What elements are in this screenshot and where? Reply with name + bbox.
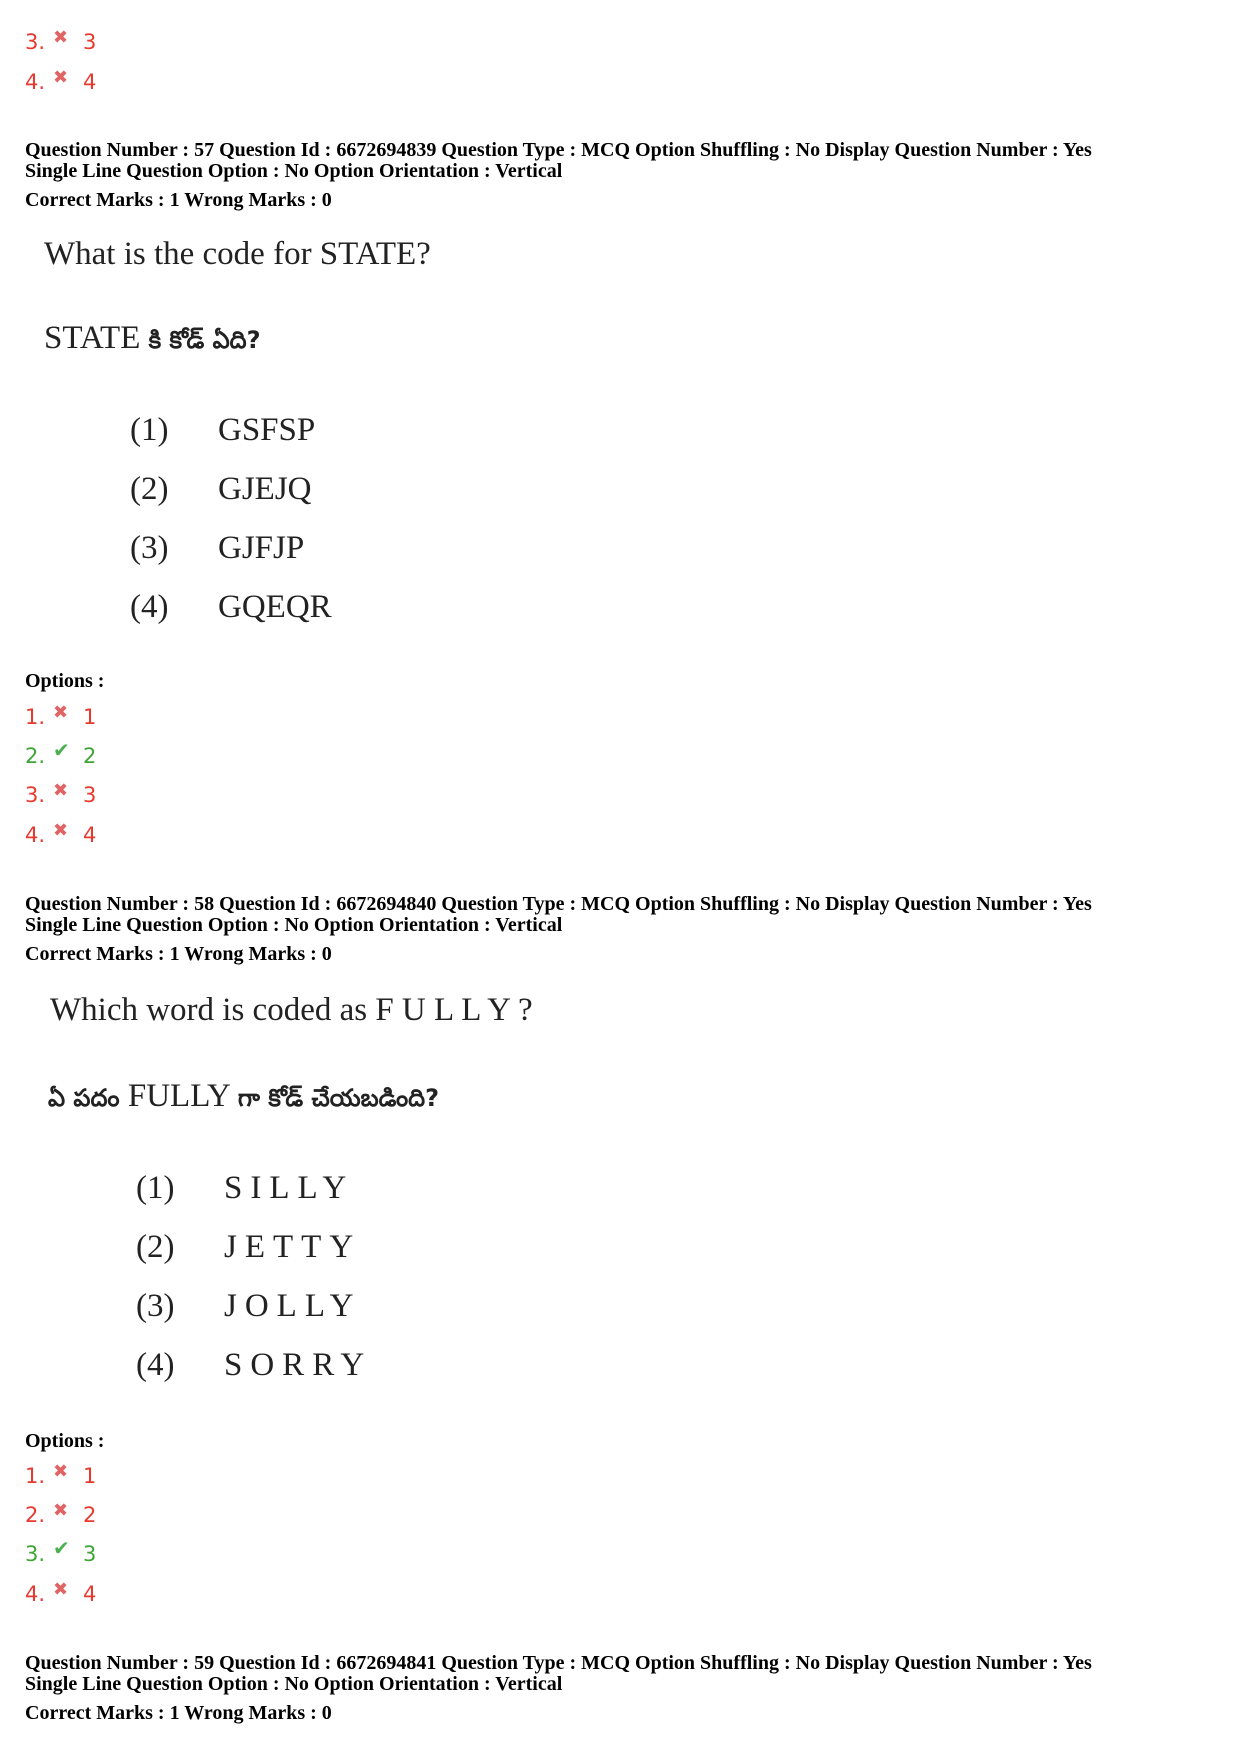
question-meta-line1: Question Number : 59 Question Id : 6672694841 Question Type : MCQ Option Shuffling : No Display Question Number : Yes <box>25 1652 1092 1674</box>
choice-value: JETTY <box>224 1229 362 1265</box>
option-number: 4. <box>25 1582 46 1606</box>
option-row <box>25 1461 96 1491</box>
choice-number: (1) <box>130 412 169 448</box>
question-telugu-lead: ఏ పదం <box>48 1084 120 1112</box>
option-row <box>25 1536 97 1569</box>
marks-info: Correct Marks : 1 Wrong Marks : 0 <box>25 1702 332 1724</box>
question-meta-line1: Question Number : 57 Question Id : 6672694839 Question Type : MCQ Option Shuffling : No Display Question Number : Yes <box>25 139 1092 161</box>
option-value: 4 <box>83 823 97 847</box>
question-text-telugu <box>44 320 261 360</box>
option-number: 4. <box>25 823 46 847</box>
question-choice <box>136 1170 354 1207</box>
choice-value: SILLY <box>224 1170 355 1206</box>
choice-value: GJFJP <box>218 530 305 566</box>
choice-number: (2) <box>136 1229 175 1265</box>
choice-value: GQEQR <box>218 589 332 625</box>
option-number: 3. <box>25 30 46 54</box>
choice-number: (4) <box>136 1347 175 1383</box>
cross-icon: ✖ <box>53 1461 69 1482</box>
options-label: Options : <box>25 1430 105 1452</box>
question-choice <box>136 1347 372 1384</box>
option-row <box>25 780 96 810</box>
check-icon: ✔ <box>53 738 70 762</box>
option-value: 2 <box>83 1503 97 1527</box>
question-text-english: Which word is coded as F U L L Y ? <box>50 992 533 1028</box>
option-number: 1. <box>25 1464 46 1488</box>
option-value: 4 <box>83 1582 97 1606</box>
question-meta <box>25 140 1092 182</box>
question-choice <box>130 412 315 449</box>
cross-icon: ✖ <box>53 780 69 801</box>
choice-number: (3) <box>130 530 169 566</box>
option-number: 3. <box>25 1542 46 1566</box>
options-label: Options : <box>25 670 105 692</box>
cross-icon: ✖ <box>53 27 69 48</box>
choice-value: GJEJQ <box>218 471 312 507</box>
cross-icon: ✖ <box>53 67 69 88</box>
option-value: 1 <box>83 705 97 729</box>
option-number: 2. <box>25 1503 46 1527</box>
option-row <box>25 702 96 732</box>
choice-value: JOLLY <box>224 1288 362 1324</box>
cross-icon: ✖ <box>53 1579 69 1600</box>
option-row <box>25 67 96 97</box>
choice-number: (4) <box>130 589 169 625</box>
question-meta-line2: Single Line Question Option : No Option Orientation : Vertical <box>25 1673 563 1695</box>
option-row <box>25 27 96 57</box>
check-icon: ✔ <box>53 1536 70 1560</box>
cross-icon: ✖ <box>53 702 69 723</box>
option-value: 3 <box>83 1542 97 1566</box>
question-telugu-text: కి కోడ్ ఏది? <box>148 326 261 354</box>
choice-value: GSFSP <box>218 412 316 448</box>
option-row <box>25 738 97 771</box>
option-value: 3 <box>83 30 97 54</box>
question-text-telugu <box>48 1078 439 1118</box>
option-row <box>25 1500 96 1530</box>
question-meta <box>25 1653 1092 1695</box>
question-meta-line2: Single Line Question Option : No Option Orientation : Vertical <box>25 160 563 182</box>
choice-value: SORRY <box>224 1347 373 1383</box>
marks-info: Correct Marks : 1 Wrong Marks : 0 <box>25 943 332 965</box>
option-value: 3 <box>83 783 97 807</box>
question-choice <box>130 530 304 567</box>
question-choice <box>136 1288 362 1325</box>
question-keyword: STATE <box>44 320 141 356</box>
option-row <box>25 1579 96 1609</box>
choice-number: (3) <box>136 1288 175 1324</box>
question-telugu-text: గా కోడ్ చేయబడింది? <box>237 1084 440 1112</box>
option-number: 4. <box>25 70 46 94</box>
question-keyword: FULLY <box>127 1078 230 1114</box>
marks-info: Correct Marks : 1 Wrong Marks : 0 <box>25 189 332 211</box>
question-choice <box>130 589 332 626</box>
option-value: 1 <box>83 1464 97 1488</box>
cross-icon: ✖ <box>53 1500 69 1521</box>
option-number: 2. <box>25 744 46 768</box>
cross-icon: ✖ <box>53 820 69 841</box>
option-row <box>25 820 96 850</box>
option-value: 2 <box>83 744 97 768</box>
option-value: 4 <box>83 70 97 94</box>
option-number: 1. <box>25 705 46 729</box>
choice-number: (2) <box>130 471 169 507</box>
choice-number: (1) <box>136 1170 175 1206</box>
question-choice <box>136 1229 361 1266</box>
question-meta-line2: Single Line Question Option : No Option Orientation : Vertical <box>25 914 563 936</box>
option-number: 3. <box>25 783 46 807</box>
question-meta-line1: Question Number : 58 Question Id : 6672694840 Question Type : MCQ Option Shuffling : No Display Question Number : Yes <box>25 893 1092 915</box>
question-choice <box>130 471 312 508</box>
question-meta <box>25 894 1092 936</box>
question-text-english: What is the code for STATE? <box>44 236 431 272</box>
